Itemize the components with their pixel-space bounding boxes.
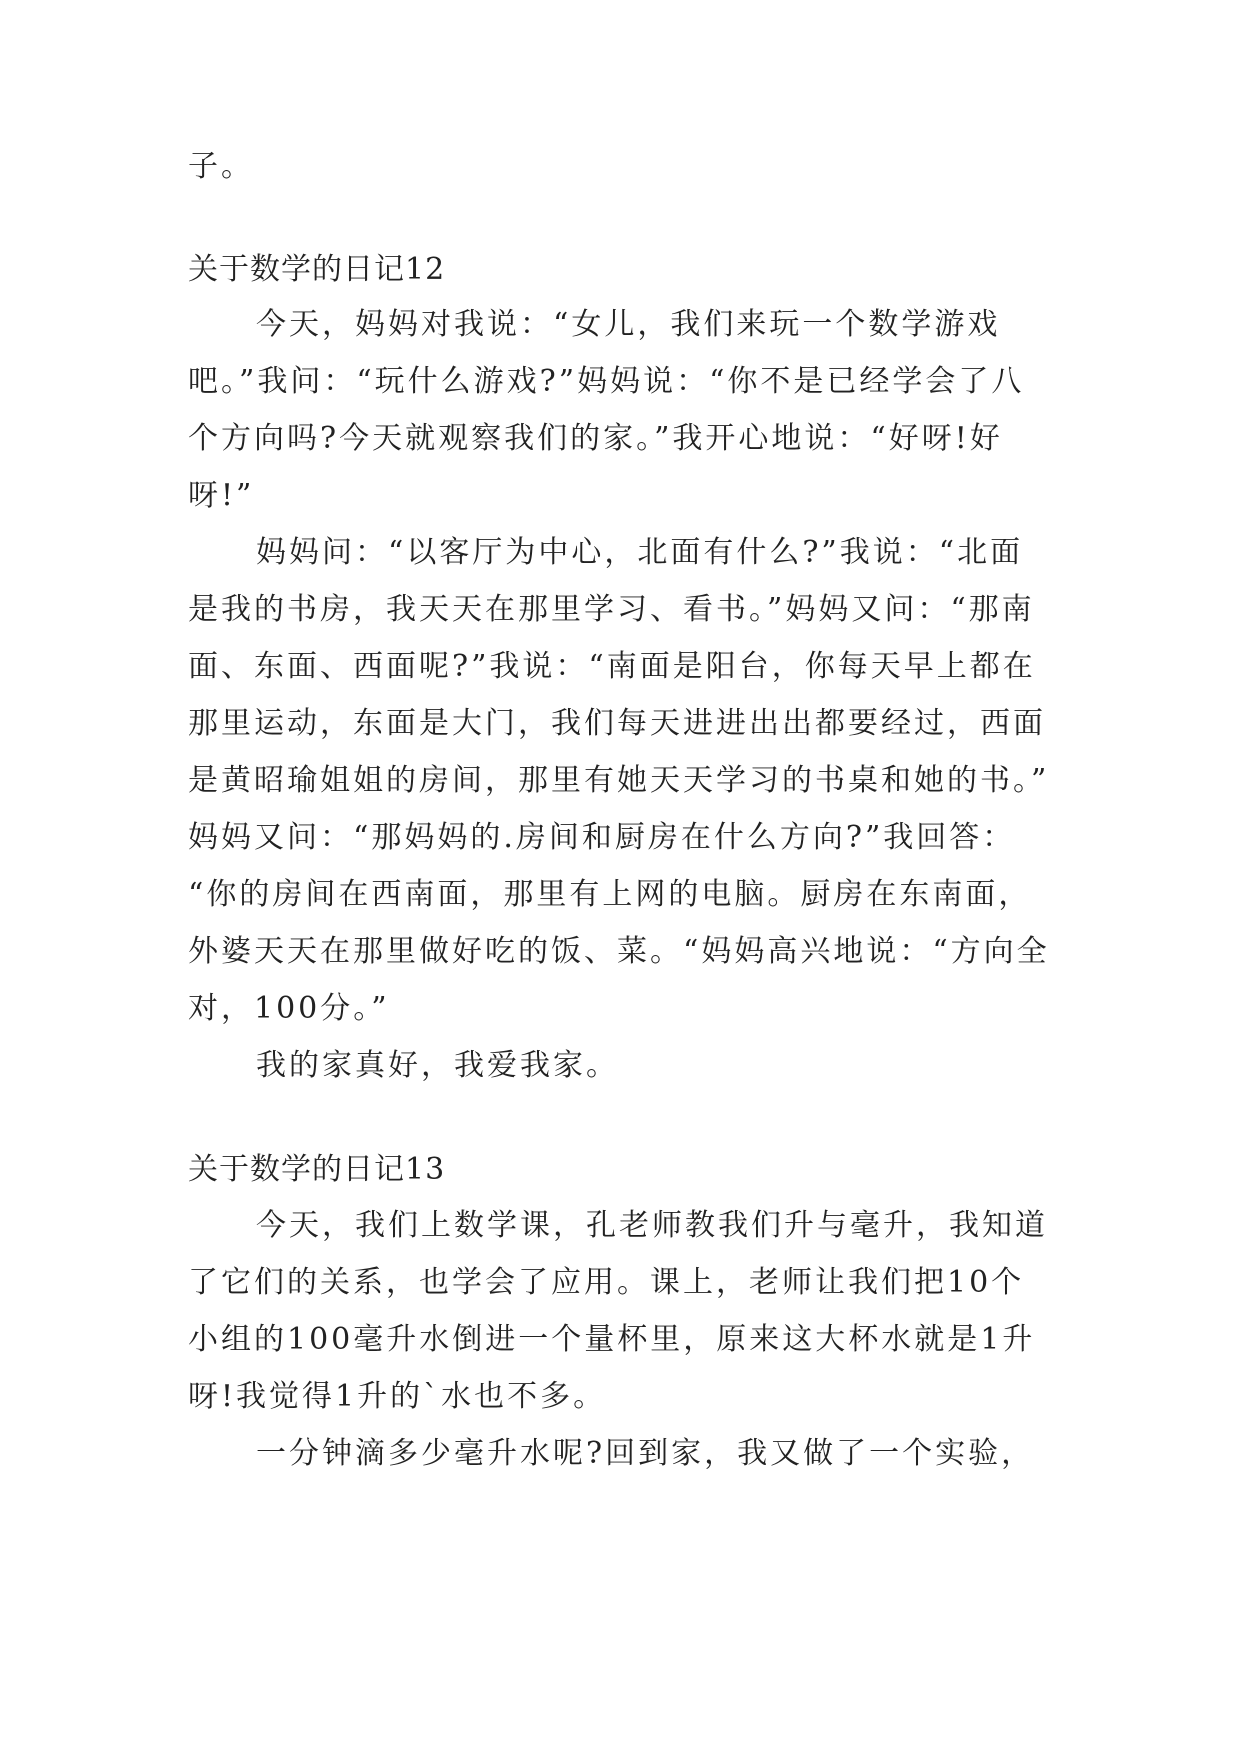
text-line: 吧。”我问：“玩什么游戏?”妈妈说：“你不是已经学会了八 <box>188 364 1025 399</box>
text-line: 我的家真好，我爱我家。 <box>256 1048 619 1083</box>
text-line: 是黄昭瑜姐姐的房间，那里有她天天学习的书桌和她的书。” <box>188 763 1050 798</box>
section-heading: 关于数学的日记12 <box>188 252 446 287</box>
text-line: 那里运动，东面是大门，我们每天进进出出都要经过，西面 <box>188 706 1046 741</box>
text-line: 是我的书房，我天天在那里学习、看书。”妈妈又问：“那南 <box>188 592 1035 627</box>
text-line: 妈妈又问：“那妈妈的.房间和厨房在什么方向?”我回答： <box>188 820 1016 855</box>
text-line: “你的房间在西南面，那里有上网的电脑。厨房在东南面， <box>188 877 1032 912</box>
section-heading: 关于数学的日记13 <box>188 1152 446 1187</box>
text-line: 呀!” <box>188 478 255 513</box>
text-line: 今天，妈妈对我说：“女儿，我们来玩一个数学游戏 <box>256 307 1001 342</box>
text-line: 妈妈问：“以客厅为中心，北面有什么?”我说：“北面 <box>256 535 1024 570</box>
text-line: 外婆天天在那里做好吃的饭、菜。“妈妈高兴地说：“方向全 <box>188 934 1050 969</box>
text-line: 面、东面、西面呢?”我说：“南面是阳台，你每天早上都在 <box>188 649 1036 684</box>
text-line: 一分钟滴多少毫升水呢?回到家，我又做了一个实验， <box>256 1436 1035 1471</box>
text-line: 个方向吗?今天就观察我们的家。”我开心地说：“好呀!好 <box>188 421 1003 456</box>
text-line: 小组的100毫升水倒进一个量杯里，原来这大杯水就是1升 <box>188 1322 1036 1357</box>
text-line: 呀!我觉得1升的`水也不多。 <box>188 1379 607 1414</box>
text-line: 了它们的关系，也学会了应用。课上，老师让我们把10个 <box>188 1265 1025 1300</box>
text-line: 对，100分。” <box>188 991 390 1026</box>
text-line: 今天，我们上数学课，孔老师教我们升与毫升，我知道 <box>256 1208 1048 1243</box>
text-line: 子。 <box>188 149 254 184</box>
